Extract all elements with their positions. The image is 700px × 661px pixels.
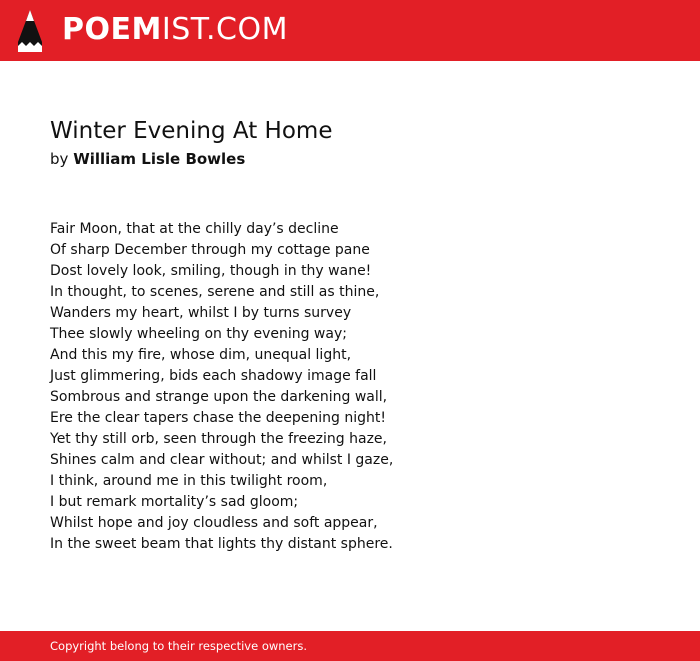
poem-line: In the sweet beam that lights thy distant sphere. xyxy=(50,536,393,552)
poem-line: And this my fire, whose dim, unequal light, xyxy=(50,347,352,363)
poem-title: Winter Evening At Home xyxy=(50,118,333,144)
logo-light-text: IST.COM xyxy=(161,12,288,47)
site-footer xyxy=(0,631,700,661)
poem-line: Whilst hope and joy cloudless and soft appear, xyxy=(50,515,378,531)
poem-line: Ere the clear tapers chase the deepening night! xyxy=(50,410,386,426)
site-logo[interactable] xyxy=(62,12,288,48)
by-label: by xyxy=(50,150,69,168)
logo-bold-text: POEM xyxy=(62,12,162,47)
poem-line: Thee slowly wheeling on thy evening way; xyxy=(50,326,347,342)
site-header xyxy=(0,0,700,61)
poem-line: I but remark mortality’s sad gloom; xyxy=(50,494,299,510)
pencil-icon[interactable] xyxy=(18,10,42,52)
poem-line: In thought, to scenes, serene and still as thine, xyxy=(50,284,380,300)
poem-line: Of sharp December through my cottage pane xyxy=(50,242,370,258)
copyright-text: Copyright belong to their respective owners. xyxy=(50,639,308,653)
poem-line: Sombrous and strange upon the darkening wall, xyxy=(50,389,388,405)
poem-line: Just glimmering, bids each shadowy image fall xyxy=(50,368,377,384)
poem-byline xyxy=(50,149,245,169)
poem-line: I think, around me in this twilight room, xyxy=(50,473,328,489)
poem-author: William Lisle Bowles xyxy=(73,150,246,168)
poem-line: Fair Moon, that at the chilly day’s decline xyxy=(50,221,339,237)
poem-line: Dost lovely look, smiling, though in thy wane! xyxy=(50,263,372,279)
poem-body xyxy=(50,219,650,555)
poem-line: Yet thy still orb, seen through the freezing haze, xyxy=(50,431,387,447)
poem-line: Wanders my heart, whilst I by turns survey xyxy=(50,305,352,321)
poem-line: Shines calm and clear without; and whilst I gaze, xyxy=(50,452,394,468)
